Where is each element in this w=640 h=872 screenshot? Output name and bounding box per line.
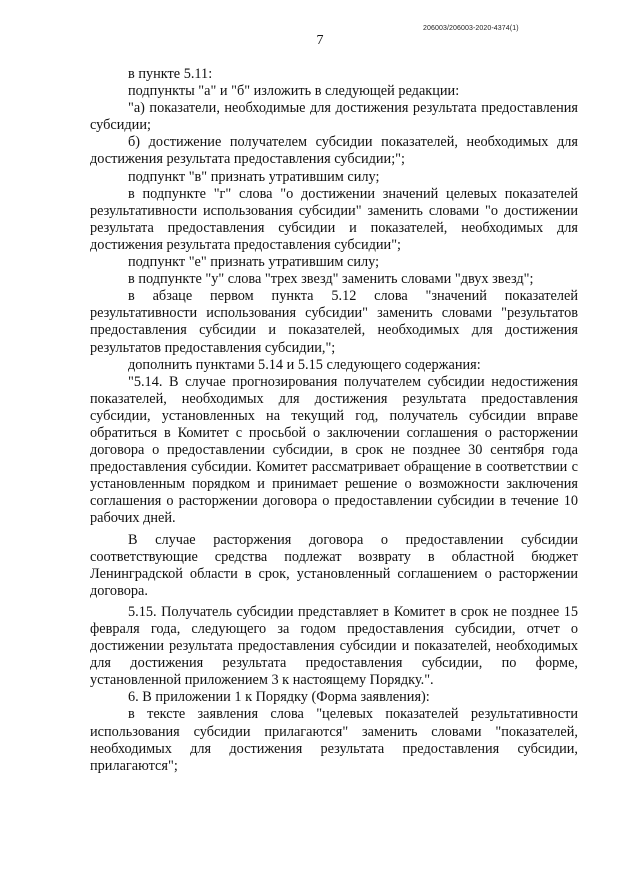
paragraph: подпункт "в" признать утратившим силу; <box>128 168 380 185</box>
page-number: 7 <box>316 33 324 48</box>
paragraph: в пункте 5.11: <box>128 66 213 82</box>
paragraph: б) достижение получателем субсидии показателей, необходимых для достижения результата предоставления субсидии;"; <box>90 134 578 168</box>
document-registration-number: 206003/206003-2020-4374(1) <box>423 25 519 32</box>
paragraph: "а) показатели, необходимые для достижения результата предоставления субсидии; <box>90 100 578 134</box>
paragraph: подпункты "а" и "б" изложить в следующей редакции: <box>128 83 460 100</box>
paragraph: В случае расторжения договора о предоставлении субсидии соответствующие средства подлежат возврату в областной бюджет Ленинградской области в срок, установленный соглашением о расторжении договора. <box>90 531 578 599</box>
paragraph: 6. В приложении 1 к Порядку (Форма заявления): <box>128 689 430 706</box>
document-body <box>90 66 578 775</box>
paragraph: "5.14. В случае прогнозирования получателем субсидии недостижения показателей, необходимых для достижения результата предоставления субсидии, установленных на текущий год, получатель субсидии вправе обратиться в Комитет с просьбой о заключении соглашения о расторжении договора о предоставлении субсидии, в срок не позднее 30 сентября года предоставления субсидии. Комитет рассматривает обращение в соответствии с установленным порядком и принимает решение о возможности заключения соглашения о расторжении договора о предоставлении субсидии в течение 10 рабочих дней. <box>90 373 578 527</box>
paragraph: в подпункте "у" слова "трех звезд" заменить словами "двух звезд"; <box>128 271 534 288</box>
paragraph: в абзаце первом пункта 5.12 слова "значений показателей результативности использования субсидии" заменить словами "результатов предоставления субсидии и показателей, необходимых для достижения результатов предоставления субсидии,"; <box>90 288 578 356</box>
paragraph: дополнить пунктами 5.14 и 5.15 следующего содержания: <box>128 356 481 373</box>
paragraph: 5.15. Получатель субсидии представляет в Комитет в срок не позднее 15 февраля года, следующего за годом предоставления субсидии, отчет о достижении результата предоставления субсидии и показателей, необходимых для достижения результата предоставления субсидии, по форме, установленной приложением 3 к настоящему Порядку.". <box>90 603 578 689</box>
paragraph: в тексте заявления слова "целевых показателей результативности использования субсидии прилагаются" заменить словами "показателей, необходимых для достижения результата предоставления субсидии, прилагаются"; <box>90 706 578 774</box>
paragraph: подпункт "е" признать утратившим силу; <box>128 254 380 271</box>
paragraph: в подпункте "г" слова "о достижении значений целевых показателей результативности использования субсидии" заменить словами "о достижении результата предоставления субсидии и показателей, необходимых для достижения результата предоставления субсидии"; <box>90 185 578 253</box>
